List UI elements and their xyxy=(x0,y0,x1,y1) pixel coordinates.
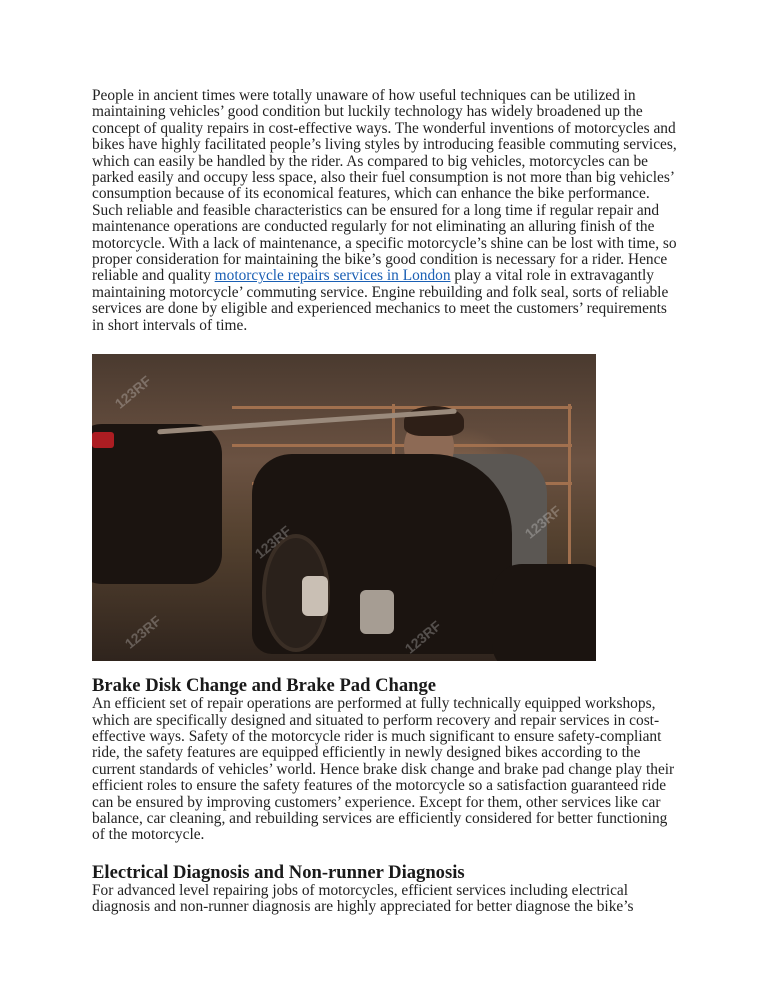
section-heading-brake: Brake Disk Change and Brake Pad Change xyxy=(92,675,437,697)
shelf xyxy=(232,406,572,409)
intro-paragraph xyxy=(92,88,682,334)
intro-text-after-link: play a vital role in extravagantly maintaining motorcycle’ commuting service. Engine rebuilding and folk seal, sorts of reliable services are done by eligible and experienced mechanics to meet the customers’ requirements in short intervals of time. xyxy=(92,267,669,334)
watermark: 123RF xyxy=(401,617,445,657)
left-motorcycle xyxy=(92,424,222,584)
watermark: 123RF xyxy=(251,522,295,562)
watermark: 123RF xyxy=(121,612,165,652)
tail-light xyxy=(92,432,114,448)
document-page xyxy=(92,88,682,916)
chrome-part xyxy=(302,576,328,616)
chrome-part xyxy=(360,590,394,634)
section-heading-electrical: Electrical Diagnosis and Non-runner Diagnosis xyxy=(92,861,465,883)
intro-text-before-link: People in ancient times were totally unaware of how useful techniques can be utilized in maintaining vehicles’ good condition but luckily technology has widely broadened up the concept of quality repairs in cost-effective ways. The wonderful inventions of motorcycles and bikes have highly facilitated people’s living styles by introducing feasible commuting services, which can easily be handled by the rider. As compared to big vehicles, motorcycles can be parked easily and occupy less space, also their fuel consumption is not more than big vehicles’ consumption because of its economical features, which can enhance the bike performance. Such reliable and feasible characteristics can be ensured for a long time if regular repair and maintenance operations are conducted regularly for not eliminating an alluring finish of the motorcycle. With a lack of maintenance, a specific motorcycle’s shine can be lost with time, so proper consideration for maintaining the bike’s good condition is necessary for a rider. Hence reliable and quality xyxy=(92,87,677,285)
watermark: 123RF xyxy=(521,502,565,542)
shelf xyxy=(232,444,572,447)
right-motorcycle xyxy=(492,564,596,661)
motorcycle-repairs-london-link[interactable]: motorcycle repairs services in London xyxy=(214,267,451,285)
section-body-electrical: For advanced level repairing jobs of motorcycles, efficient services including electrical diagnosis and non-runner diagnosis are highly appreciated for better diagnose the bike’s xyxy=(92,881,634,916)
watermark: 123RF xyxy=(111,372,155,412)
mechanic-photo xyxy=(92,354,596,661)
section-body-brake: An efficient set of repair operations are performed at fully technically equipped workshops, which are specifically designed and situated to perform recovery and repair services in cost-effective ways. Safety of the motorcycle rider is much significant to ensure safety-compliant ride, the safety features are equipped efficiently in newly designed bikes according to the current standards of vehicles’ world. Hence brake disk change and brake pad change play their efficient roles to ensure the safety features of the motorcycle so a satisfaction guaranteed ride can be ensured by improving customers’ experience. Except for them, other services like car balance, car cleaning, and rebuilding services are efficiently considered for better functioning of the motorcycle. xyxy=(92,695,675,844)
shelf-post xyxy=(568,404,571,564)
